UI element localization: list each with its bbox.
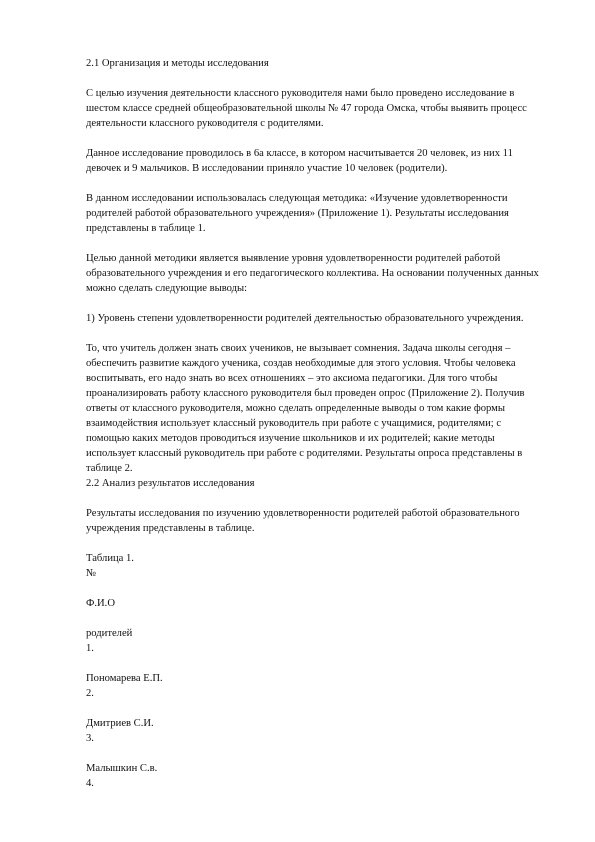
table-row-number: 2. <box>86 688 94 699</box>
paragraph-purpose: С целью изучения деятельности классного руководителя нами было проведено исследование в шестом классе средней общеобразовательной школы № 47 города Омска, чтобы выявить процесс деятельности классного руководителя с родителями. <box>86 88 527 129</box>
paragraph-conclusion-1: 1) Уровень степени удовлетворенности родителей деятельностью образовательного учреждения. <box>86 313 524 324</box>
table-row-number: 3. <box>86 733 94 744</box>
table-row-number: 4. <box>86 778 94 789</box>
document-page <box>86 56 546 791</box>
table-row-name: Пономарева Е.П. <box>86 673 163 684</box>
table-caption: Таблица 1. <box>86 553 134 564</box>
table-row-name: Малышкин С.в. <box>86 763 158 774</box>
section-heading-2-2: 2.2 Анализ результатов исследования <box>86 478 255 489</box>
paragraph-goal: Целью данной методики является выявление уровня удовлетворенности родителей работой образовательного учреждения и его педагогического коллектива. На основании полученных данных можно сделать следующие выводы: <box>86 253 539 294</box>
paragraph-results: Результаты исследования по изучению удовлетворенности родителей работой образовательного учреждения представлены в таблице. <box>86 508 520 534</box>
table-row-number: 1. <box>86 643 94 654</box>
paragraph-teacher: То, что учитель должен знать своих учеников, не вызывает сомнения. Задача школы сегодня – обеспечить развитие каждого ученика, создав необходимые для этого условия. Чтобы человека воспитывать, его надо знать во всех отношениях – это аксиома педагогики. Для того чтобы проанализировать работу классного руководителя был проведен опрос (Приложение 2). Получив ответы от классного руководителя, можно сделать определенные выводы о том какие формы взаимодействия использует классный руководитель при работе с учащимися, родителями; с помощью каких методов проводиться изучение школьников и их родителей; какие методы использует классный руководитель при работе с родителями. Результаты опроса представлены в таблице 2. <box>86 343 525 474</box>
section-heading-2-1: 2.1 Организация и методы исследования <box>86 58 269 69</box>
table-header-number: № <box>86 568 97 579</box>
paragraph-sample: Данное исследование проводилось в 6а классе, в котором насчитывается 20 человек, из них 11 девочек и 9 мальчиков. В исследовании приняло участие 10 человек (родители). <box>86 148 513 174</box>
table-header-name: Ф.И.О <box>86 598 115 609</box>
paragraph-method: В данном исследовании использовалась следующая методика: «Изучение удовлетворенности родителей работой образовательного учреждения» (Приложение 1). Результаты исследования представлены в таблице 1. <box>86 193 509 234</box>
table-row-name: Дмитриев С.И. <box>86 718 154 729</box>
table-header-parents: родителей <box>86 628 133 639</box>
